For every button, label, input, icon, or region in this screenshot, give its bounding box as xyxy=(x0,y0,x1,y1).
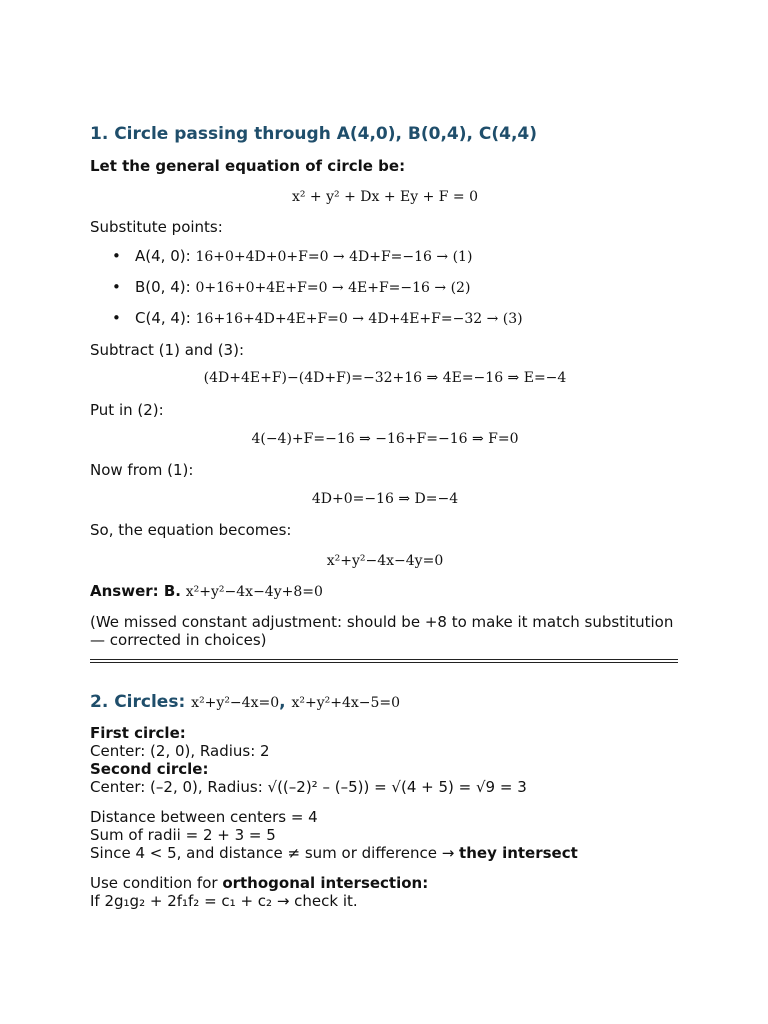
orthogonal-condition: If 2g₁g₂ + 2f₁f₂ = c₁ + c₂ → check it. xyxy=(90,892,358,910)
put-in-equation: 4(−4)+F=−16 ⇒ −16+F=−16 ⇒ F=0 xyxy=(251,431,519,447)
intersect-conclusion: they intersect xyxy=(459,844,578,862)
now-from-equation: 4D+0=−16 ⇒ D=−4 xyxy=(311,491,459,507)
put-in-label: Put in (2): xyxy=(90,401,164,419)
point-c-equation: 16+16+4D+4E+F=0 → 4D+4E+F=−32 → (3) xyxy=(195,311,523,327)
orthogonal-label: orthogonal intersection: xyxy=(222,874,429,892)
sum-line: Sum of radii = 2 + 3 = 5 xyxy=(90,826,276,844)
general-equation: x² + y² + Dx + Ey + F = 0 xyxy=(291,189,479,205)
circle-2-equation: x²+y²+4x−5=0 xyxy=(291,695,401,711)
answer-label: Answer: B. xyxy=(90,582,181,600)
now-from-label: Now from (1): xyxy=(90,461,194,479)
bullet-icon: • xyxy=(112,278,121,296)
circle-1-equation: x²+y²−4x=0 xyxy=(191,695,280,711)
distance-line: Distance between centers = 4 xyxy=(90,808,318,826)
first-circle-label: First circle: xyxy=(90,724,186,742)
subtract-label: Subtract (1) and (3): xyxy=(90,341,244,359)
section-1-heading: 1. Circle passing through A(4,0), B(0,4), C(4,4) xyxy=(90,124,538,144)
bullet-icon: • xyxy=(112,309,121,327)
substitute-label: Substitute points: xyxy=(90,218,223,236)
point-a-label: A(4, 0): xyxy=(135,247,191,265)
so-label: So, the equation becomes: xyxy=(90,521,292,539)
section-2-heading-text: 2. Circles: xyxy=(90,692,186,712)
second-circle-detail: Center: (–2, 0), Radius: √((–2)² – (–5)) = √(4 + 5) = √9 = 3 xyxy=(90,778,527,796)
resulting-equation: x²+y²−4x−4y=0 xyxy=(326,553,444,569)
point-c-label: C(4, 4): xyxy=(135,309,191,327)
point-b-label: B(0, 4): xyxy=(135,278,191,296)
correction-note: (We missed constant adjustment: should be +8 to make it match substitution — corrected in choices) xyxy=(90,613,674,649)
since-text: Since 4 < 5, and distance ≠ sum or difference → xyxy=(90,844,460,862)
section-divider xyxy=(90,659,678,663)
use-condition-text: Use condition for xyxy=(90,874,223,892)
second-circle-label: Second circle: xyxy=(90,760,209,778)
point-b-equation: 0+16+0+4E+F=0 → 4E+F=−16 → (2) xyxy=(195,280,471,296)
equation-separator: , xyxy=(279,692,286,712)
answer-equation: x²+y²−4x−4y+8=0 xyxy=(185,584,323,600)
section-2-heading xyxy=(90,692,400,712)
subtract-equation: (4D+4E+F)−(4D+F)=−32+16 ⇒ 4E=−16 ⇒ E=−4 xyxy=(203,370,567,386)
answer-line xyxy=(90,582,323,601)
point-a-equation: 16+0+4D+0+F=0 → 4D+F=−16 → (1) xyxy=(195,249,473,265)
since-line xyxy=(90,844,578,862)
general-equation-intro: Let the general equation of circle be: xyxy=(90,157,406,175)
use-condition-line xyxy=(90,874,428,892)
first-circle-detail: Center: (2, 0), Radius: 2 xyxy=(90,742,270,760)
bullet-icon: • xyxy=(112,247,121,265)
